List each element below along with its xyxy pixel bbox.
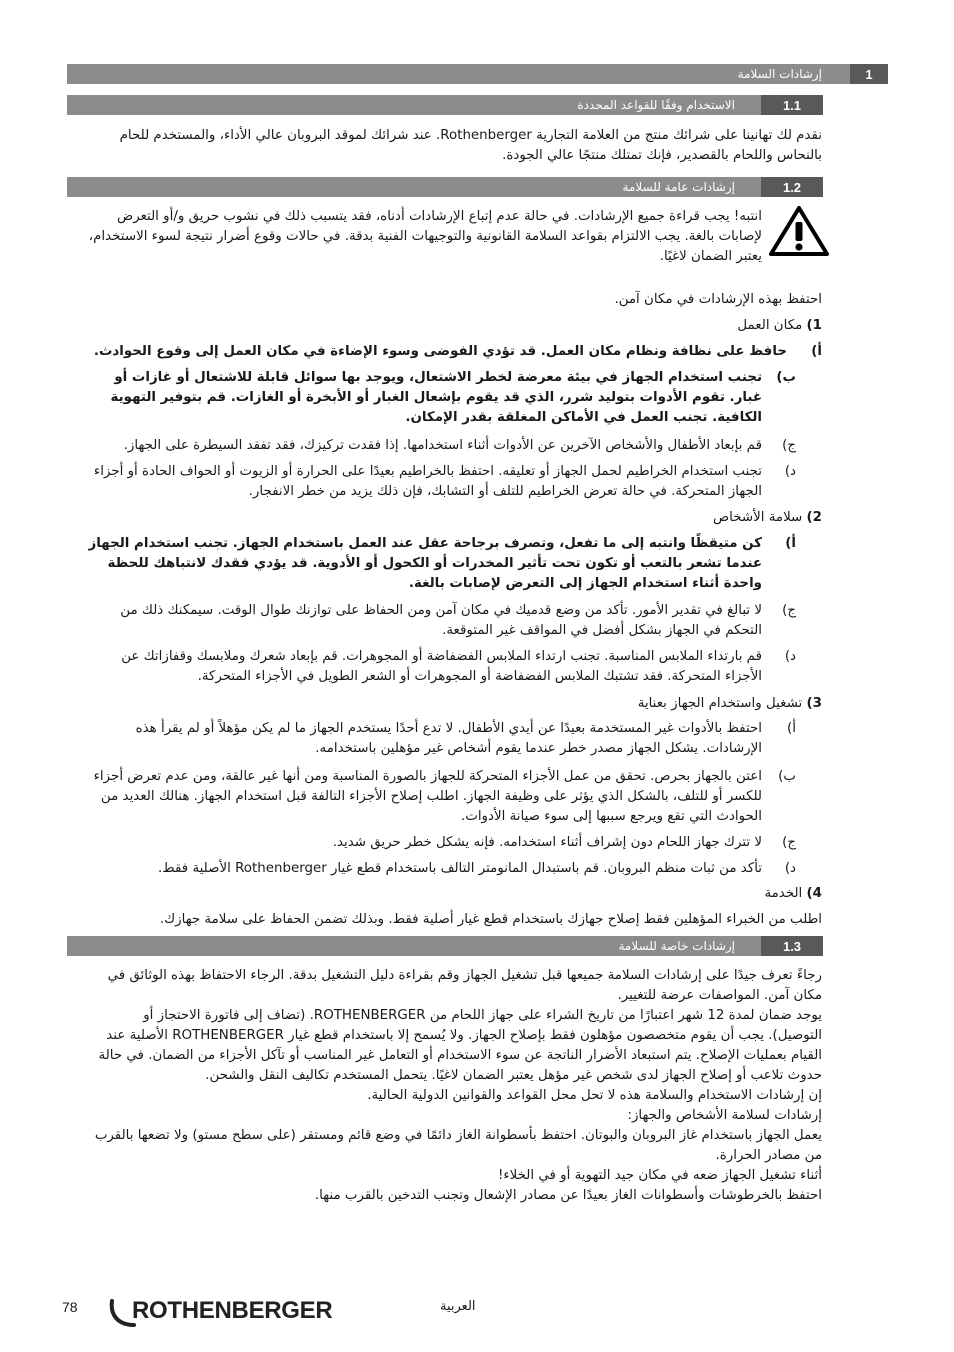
- section-number: 1.1: [761, 95, 823, 115]
- item-text: تأكد من ثبات منظم البروبان. قم باستبدال المانومتر التالف باستخدام قطع غيار Rothenberger الأصلية فقط.: [158, 861, 762, 876]
- item-text: لا تترك جهاز اللحام دون إشراف أثناء استخدامه. فإنه يشكل خطر حريق شديد.: [332, 835, 762, 850]
- group-number: 4): [806, 886, 822, 901]
- item-marker: ج): [782, 835, 796, 850]
- section-title: إرشادات خاصة للسلامة: [618, 939, 735, 953]
- item-text: تجنب استخدام الخراطيم لحمل الجهاز أو تعليقه. احتفظ بالخراطيم بعيدًا على الحرارة أو الزيوت أو الحواف الحادة أو أجزاء الجهاز المتحركة. في حالة تعرض الخراطيم للتلف أو التشابك، فإن ذلك يزيد من خطر الانفجار.: [93, 464, 762, 499]
- item-text: حافظ على نظافة ونظام مكان العمل. قد تؤدي الفوضى وسوء الإضاءة في مكان العمل إلى وقوع الحوادث.: [93, 344, 787, 359]
- service-text: اطلب من الخبراء المؤهلين فقط إصلاح جهازك باستخدام قطع غيار أصلية فقط. وبذلك تضمن الحفاظ على سلامة جهازك.: [159, 912, 822, 927]
- warning-triangle-icon: [768, 205, 830, 257]
- group-number: 3): [806, 696, 822, 711]
- item-marker: د): [784, 464, 796, 479]
- paragraph: رجاءً تعرف جيدًا على إرشادات السلامة جميعها قبل تشغيل الجهاز وقم بقراءة دليل التشغيل بدقة. الرجاء الاحتفاظ بهذه الوثائق في مكان آمن. المواصفات عرضة للتغيير.: [107, 968, 822, 1003]
- item-marker: ب): [776, 370, 796, 385]
- paragraph: احتفظ بالخرطوشات وأسطوانات الغاز بعيدًا عن مصادر الإشعال وتجنب التدخين بالقرب منها.: [314, 1188, 822, 1203]
- item-text: لا تبالغ في تقدير الأمور. تأكد من وضع قدميك في مكان آمن ومن الحفاظ على توازنك طوال الوقت. سيمكنك ذلك من التحكم في الجهاز بشكل أفضل في المواقف غير المتوقعة.: [120, 603, 762, 638]
- keep-instructions: احتفظ بهذه الإرشادات في مكان آمن.: [614, 292, 822, 307]
- group-4-heading: [300, 884, 822, 904]
- section-number: 1.3: [761, 936, 823, 956]
- rothenberger-logo: [108, 1293, 348, 1329]
- item-marker: ج): [782, 438, 796, 453]
- section-number: 1: [850, 64, 888, 84]
- section-1-1-header: [67, 95, 823, 115]
- item-text: اعتن بالجهاز بحرص. تحقق من عمل الأجزاء المتحركة للجهاز بالصورة المناسبة ومن أنها غير عالقة، ومن عدم تعرض أجزاء للكسر أو للتلف، بالشكل الذي يؤثر على وظيفة الجهاز. اطلب إصلاح الأجزاء التالفة قبل استخدام الجهاز. هنالك العديد من الحوادث التي تقع ويرجع سببها إلى سوء صيانة الأدوات.: [93, 769, 762, 824]
- brand-name: ROTHENBERGER: [132, 1297, 333, 1324]
- item-text: احتفظ بالأدوات غير المستخدمة بعيدًا عن أيدي الأطفال. لا تدع أحدًا يستخدم الجهاز ما لم يكن مؤهلاً أو لم يقرأ هذه الإرشادات. يشكل الجهاز مصدر خطر عندما يقوم أشخاص غير مؤهلين باستخدامه.: [135, 721, 762, 756]
- item-marker: ج): [782, 603, 796, 618]
- paragraph: إرشادات لسلامة الأشخاص والجهاز:: [627, 1108, 822, 1123]
- item-text: تجنب استخدام الجهاز في بيئة معرضة لخطر الاشتعال، ويوجد بها سوائل قابلة للاشتعال أو غازات أو غبار. تقوم الأدوات بتوليد شرر، الذي قد يقوم بإشعال الغبار أو الأبخرة أو الغازات. قم بتوفير التهوية الكافية. تجنب العمل في الأماكن المغلقة بقدر الإمكان.: [110, 370, 762, 425]
- item-marker: أ): [785, 536, 796, 551]
- paragraph: يوجد ضمان لمدة 12 شهر اعتبارًا من تاريخ الشراء على جهاز اللحام من ROTHENBERGER. (تضاف إلى فاتورة الاحتجاز أو التوصيل). يجب أن يقوم متخصصون مؤهلون فقط بإصلاح الجهاز. ولا يُسمح إلا باستخدام قطع غيار ROTHENBERGER الأصلية عند القيام بعمليات الإصلاح. يتم استبعاد الأضرار الناتجة عن سوء الاستخدام أو التعامل غير المناسب أو تآكل الأجزاء من الضمان. في حالة حدوث تلاعب أو إصلاح الجهاز لدى شخص غير مؤهل يعتبر الضمان لاغيًا. يتحمل المستخدم تكاليف النقل والشحن.: [98, 1008, 822, 1083]
- section-1-3-header: [67, 936, 823, 956]
- item-text: كن متيقظًا وانتبه إلى ما تفعل، وتصرف برجاحة عقل عند العمل باستخدام الجهاز. تجنب استخدام الجهاز عندما تشعر بالتعب أو تكون تحت تأثير المخدرات أو الكحول أو الأدوية. قد يؤدي فقدك لانتباهك للحظة واحدة أثناء استخدام الجهاز إلى التعرض لإصابات بالغة.: [88, 536, 762, 591]
- section-1-header: [67, 64, 888, 84]
- group-number: 1): [806, 318, 822, 333]
- item-text: قم بارتداء الملابس المناسبة. تجنب ارتداء الملابس الفضفاضة أو المجوهرات. قم بإبعاد شعرك وملابسك وقفازاتك عن الأجزاء المتحركة. فقد تشتبك الملابس الفضفاضة أو المجوهرات أو الشعر الطويل في الأجزاء المتحركة.: [121, 649, 762, 684]
- section-title: الاستخدام وفقًا للقواعد المحددة: [577, 98, 735, 112]
- language-label: العربية: [440, 1299, 476, 1314]
- group-title: الخدمة: [764, 886, 803, 901]
- group-number: 2): [806, 510, 822, 525]
- section-number: 1.2: [761, 177, 823, 197]
- item-marker: د): [784, 649, 796, 664]
- section-title: إرشادات السلامة: [737, 67, 822, 81]
- item-marker: أ): [811, 344, 822, 359]
- intro-paragraph: نقدم لك تهانينا على شرائك منتج من العلامة التجارية Rothenberger. عند شرائك لموقد البروبان عالي الأداء، والمستخدم للحام بالنحاس واللحام بالقصدير، فإنك تمتلك منتجًا عالي الجودة.: [119, 128, 822, 163]
- section-title: إرشادات عامة للسلامة: [622, 180, 735, 194]
- warning-text: انتبه! يجب قراءة جميع الإرشادات. في حالة عدم إتباع الإرشادات أدناه، فقد يتسبب ذلك في نشوب حريق و/أو التعرض لإصابات بالغة. يجب الالتزام بقواعد السلامة القانونية والتوجيهات الفنية بدقة. في حالات وقوع أضرار نتيجة لسوء الاستخدام، يعتبر الضمان لاغيًا.: [88, 209, 762, 264]
- paragraph: أثناء تشغيل الجهاز ضعه في مكان جيد التهوية أو في الخلاء!: [498, 1168, 822, 1183]
- group-title: سلامة الأشخاص: [712, 510, 803, 525]
- group-title: تشغيل واستخدام الجهاز بعناية: [637, 696, 803, 711]
- group-2-heading: [300, 508, 822, 528]
- item-marker: ب): [778, 769, 796, 784]
- item-marker: أ): [787, 721, 796, 736]
- group-1-heading: [300, 316, 822, 336]
- page-number: 78: [62, 1299, 78, 1315]
- paragraph: إن إرشادات الاستخدام والسلامة هذه لا تحل محل القواعد والقوانين الدولية الحالية.: [367, 1088, 822, 1103]
- item-text: قم بإبعاد الأطفال والأشخاص الآخرين عن الأدوات أثناء استخدامها. إذا فقدت تركيزك، فقد تفقد السيطرة على الجهاز.: [123, 438, 762, 453]
- item-marker: د): [784, 861, 796, 876]
- paragraph: يعمل الجهاز باستخدام غاز البروبان والبوتان. احتفظ بأسطوانة الغاز دائمًا في وضع قائم ومستقر (على سطح مستو) ولا تضعها بالقرب من مصادر الحرارة.: [94, 1128, 822, 1163]
- group-3-heading: [300, 694, 822, 714]
- section-1-2-header: [67, 177, 823, 197]
- group-title: مكان العمل: [737, 318, 803, 333]
- special-safety-text: [92, 966, 822, 1206]
